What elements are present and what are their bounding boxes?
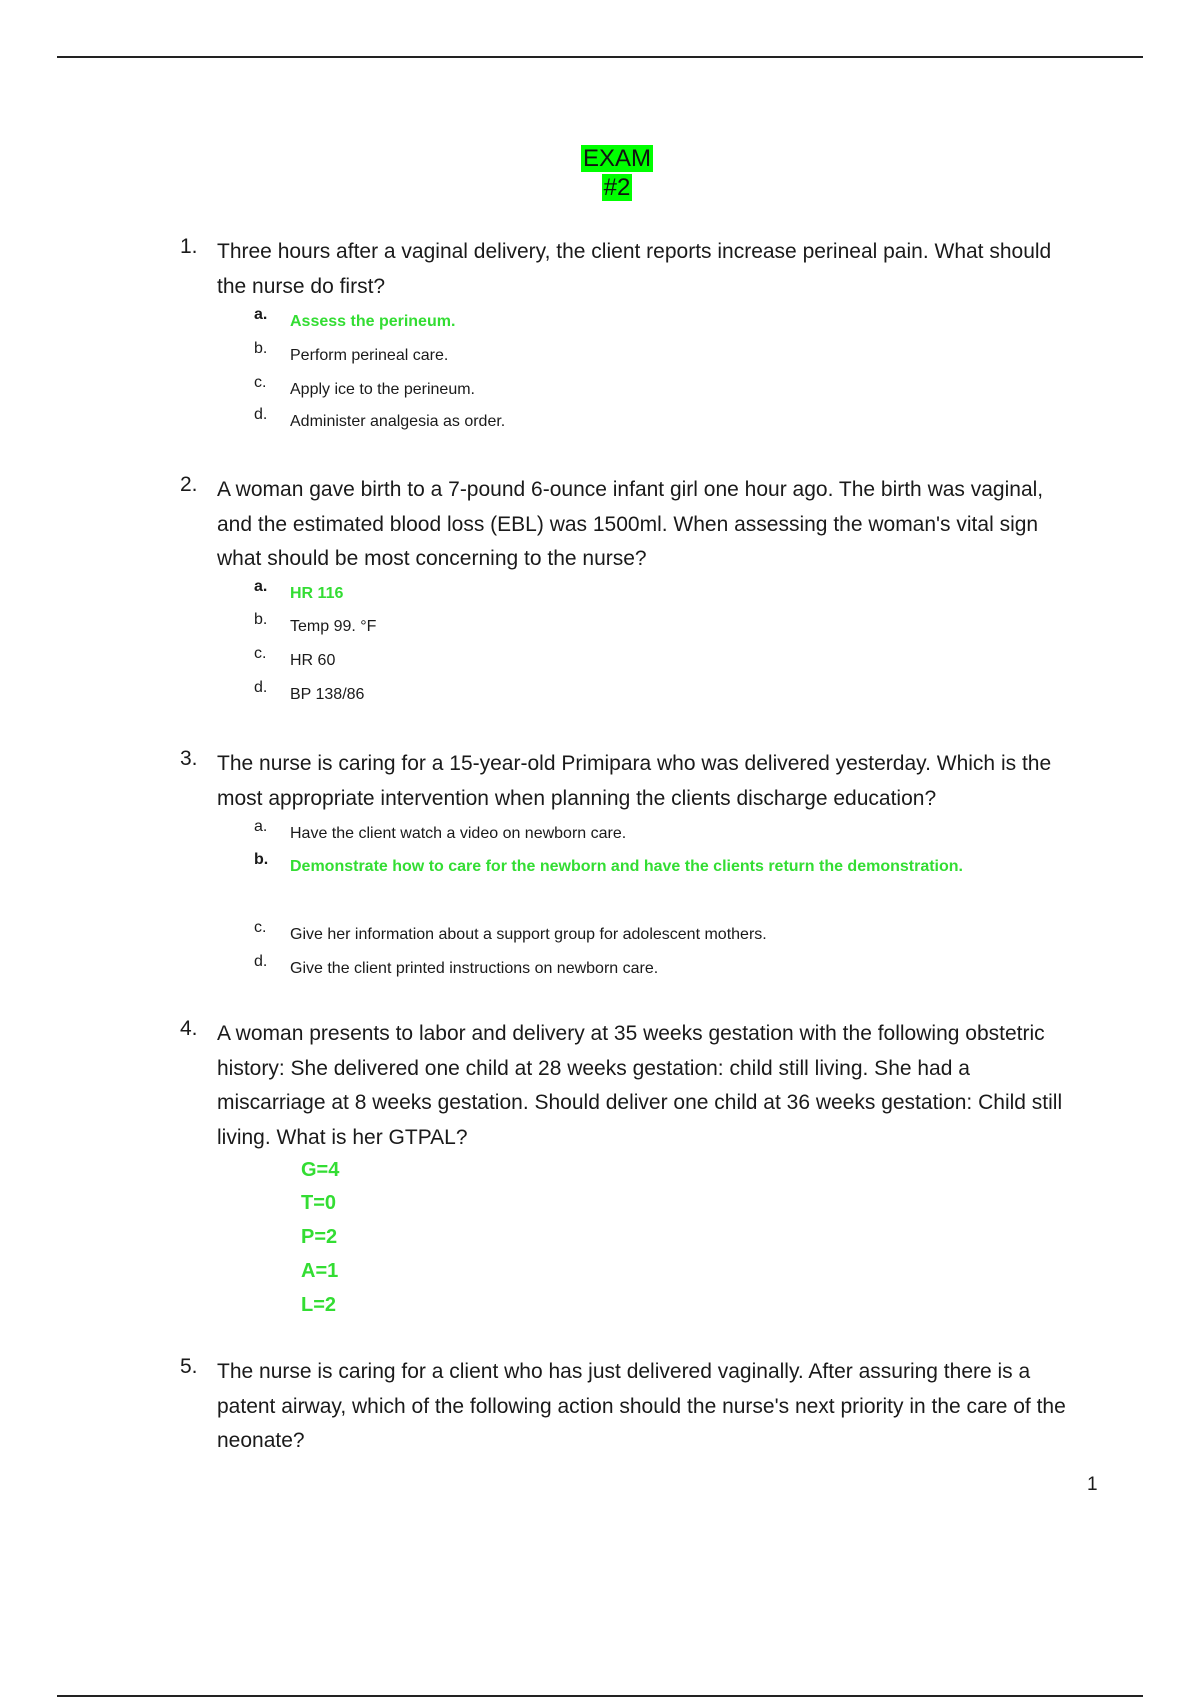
option-letter: c. (254, 919, 267, 936)
question-text: Three hours after a vaginal delivery, the client reports increase perineal pain. What should the nurse do first? (217, 240, 1052, 298)
gtpal-t: T=0 (301, 1192, 337, 1214)
exam-title-line2: #2 (603, 174, 631, 201)
gtpal-a: A=1 (301, 1260, 339, 1282)
question-number: 4. (180, 1017, 198, 1040)
question-number: 5. (180, 1355, 198, 1378)
option-text: Give the client printed instructions on newborn care. (290, 960, 659, 977)
bottom-rule (57, 1695, 1143, 1697)
option-1b (0, 340, 1200, 374)
option-3d (0, 953, 1200, 987)
question-text: A woman gave birth to a 7-pound 6-ounce infant girl one hour ago. The birth was vaginal, and the estimated blood loss (EBL) was 1500ml. When assessing the woman's vital sign what should be most concerning to the nurse? (217, 478, 1044, 570)
option-letter: d. (254, 953, 268, 970)
question-text: A woman presents to labor and delivery at 35 weeks gestation with the following obstetric history: She delivered one child at 28 weeks gestation: child still living. She had a miscarriage at 8 weeks gestation. Should deliver one child at 36 weeks gestation: Child still living. What is her GTPAL? (217, 1022, 1063, 1149)
option-2a (0, 578, 1200, 612)
option-text: Give her information about a support group for adolescent mothers. (290, 926, 767, 943)
top-rule (57, 56, 1143, 58)
gtpal-p: P=2 (301, 1226, 338, 1248)
option-3a (0, 818, 1200, 852)
option-1d (0, 406, 1200, 440)
exam-title (0, 144, 1200, 202)
option-3c (0, 919, 1200, 953)
option-letter: d. (254, 679, 268, 696)
option-letter: a. (254, 306, 268, 323)
option-2b (0, 611, 1200, 645)
option-text: Administer analgesia as order. (290, 413, 506, 430)
option-letter: d. (254, 406, 268, 423)
page-number: 1 (1087, 1474, 1098, 1495)
option-text: HR 116 (290, 585, 344, 602)
option-text: Demonstrate how to care for the newborn and have the clients return the demonstration. (290, 858, 963, 875)
exam-title-line1: EXAM (582, 145, 651, 172)
option-letter: b. (254, 851, 269, 868)
option-2d (0, 679, 1200, 713)
option-text: Assess the perineum. (290, 313, 456, 330)
question-text: The nurse is caring for a client who has just delivered vaginally. After assuring there is a patent airway, which of the following action should the nurse's next priority in the care of the neonate? (217, 1360, 1066, 1452)
gtpal-l: L=2 (301, 1294, 337, 1316)
option-text: Temp 99. °F (290, 618, 377, 635)
option-text: Have the client watch a video on newborn care. (290, 825, 627, 842)
option-letter: c. (254, 374, 267, 391)
option-letter: b. (254, 611, 268, 628)
option-text: Perform perineal care. (290, 347, 449, 364)
gtpal-g: G=4 (301, 1159, 340, 1181)
option-text: BP 138/86 (290, 686, 365, 703)
option-letter: a. (254, 578, 268, 595)
question-text: The nurse is caring for a 15-year-old Primipara who was delivered yesterday. Which is the most appropriate intervention when planning the clients discharge education? (217, 752, 1052, 810)
option-letter: c. (254, 645, 267, 662)
option-1c (0, 374, 1200, 408)
question-number: 2. (180, 473, 198, 496)
option-1a (0, 306, 1200, 340)
option-text: Apply ice to the perineum. (290, 381, 475, 398)
option-3b (0, 851, 1200, 917)
option-letter: b. (254, 340, 268, 357)
option-2c (0, 645, 1200, 679)
option-letter: a. (254, 818, 268, 835)
question-number: 3. (180, 747, 198, 770)
option-text: HR 60 (290, 652, 336, 669)
question-number: 1. (180, 235, 198, 258)
